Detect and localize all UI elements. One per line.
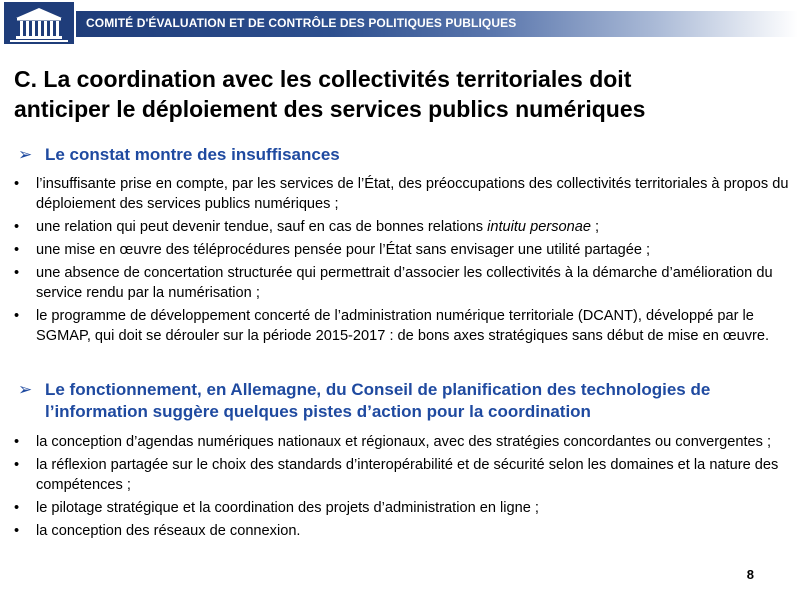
section-1-heading [18, 144, 788, 166]
bullet-dot: • [14, 434, 20, 450]
list-item: • une mise en œuvre des téléprocédures pensée pour l’État sans envisager une utilité partagée ; [14, 242, 651, 258]
bullet-dot: • [14, 219, 20, 235]
bullet-dot: • [14, 457, 20, 473]
header-band [76, 11, 798, 37]
slide-title-line-2: anticiper le déploiement des services publics numériques [14, 96, 646, 122]
bullet-dot: • [14, 242, 20, 258]
section-2-list [0, 432, 790, 544]
bullet-dot: • [14, 500, 20, 516]
section-1-list [0, 174, 790, 349]
bullet-dot: • [14, 176, 20, 192]
arrow-bullet-icon: ➢ [18, 380, 33, 399]
list-item: • une relation qui peut devenir tendue, sauf en cas de bonnes relations intuitu personae ; [14, 219, 600, 235]
section-2-heading-text: Le fonctionnement, en Allemagne, du Conseil de planification des technologies de l’information suggère quelques pistes d’action pour la coordination [45, 380, 711, 421]
page-number: 8 [746, 567, 754, 582]
list-item: • la conception d’agendas numériques nationaux et régionaux, avec des stratégies concordantes ou convergentes ; [14, 434, 772, 450]
list-item: • une absence de concertation structurée qui permettrait d’associer les collectivités à la démarche d’amélioration du service rendu par la numérisation ; [14, 265, 773, 301]
arrow-bullet-icon: ➢ [18, 145, 33, 164]
list-item: • la réflexion partagée sur le choix des standards d’interopérabilité et de sécurité selon les domaines et la nature des compétences ; [14, 457, 779, 493]
list-item: • le pilotage stratégique et la coordination des projets d’administration en ligne ; [14, 500, 539, 516]
slide-title [14, 64, 784, 124]
list-item: • l’insuffisante prise en compte, par les services de l’État, des préoccupations des collectivités territoriales à propos du déploiement des services publics numériques ; [14, 176, 789, 212]
slide-title-line-1: C. La coordination avec les collectivités territoriales doit [14, 66, 632, 92]
assemblee-nationale-logo [4, 2, 74, 44]
section-1-heading-text: Le constat montre des insuffisances [45, 145, 340, 164]
committee-name: COMITÉ D'ÉVALUATION ET DE CONTRÔLE DES POLITIQUES PUBLIQUES [86, 16, 517, 30]
list-item: • le programme de développement concerté de l’administration numérique territoriale (DCANT), développé par le SGMAP, qui doit se dérouler sur la période 2015-2017 : de bons axes stratégiques sans début de mise en œuvre. [14, 308, 770, 344]
parliament-building-icon [4, 2, 74, 44]
latin-phrase: intuitu personae [487, 219, 591, 235]
bullet-dot: • [14, 523, 20, 539]
list-item: • la conception des réseaux de connexion. [14, 523, 301, 539]
bullet-dot: • [14, 265, 20, 281]
bullet-dot: • [14, 308, 20, 324]
section-2-heading [18, 379, 788, 423]
header [0, 0, 798, 46]
